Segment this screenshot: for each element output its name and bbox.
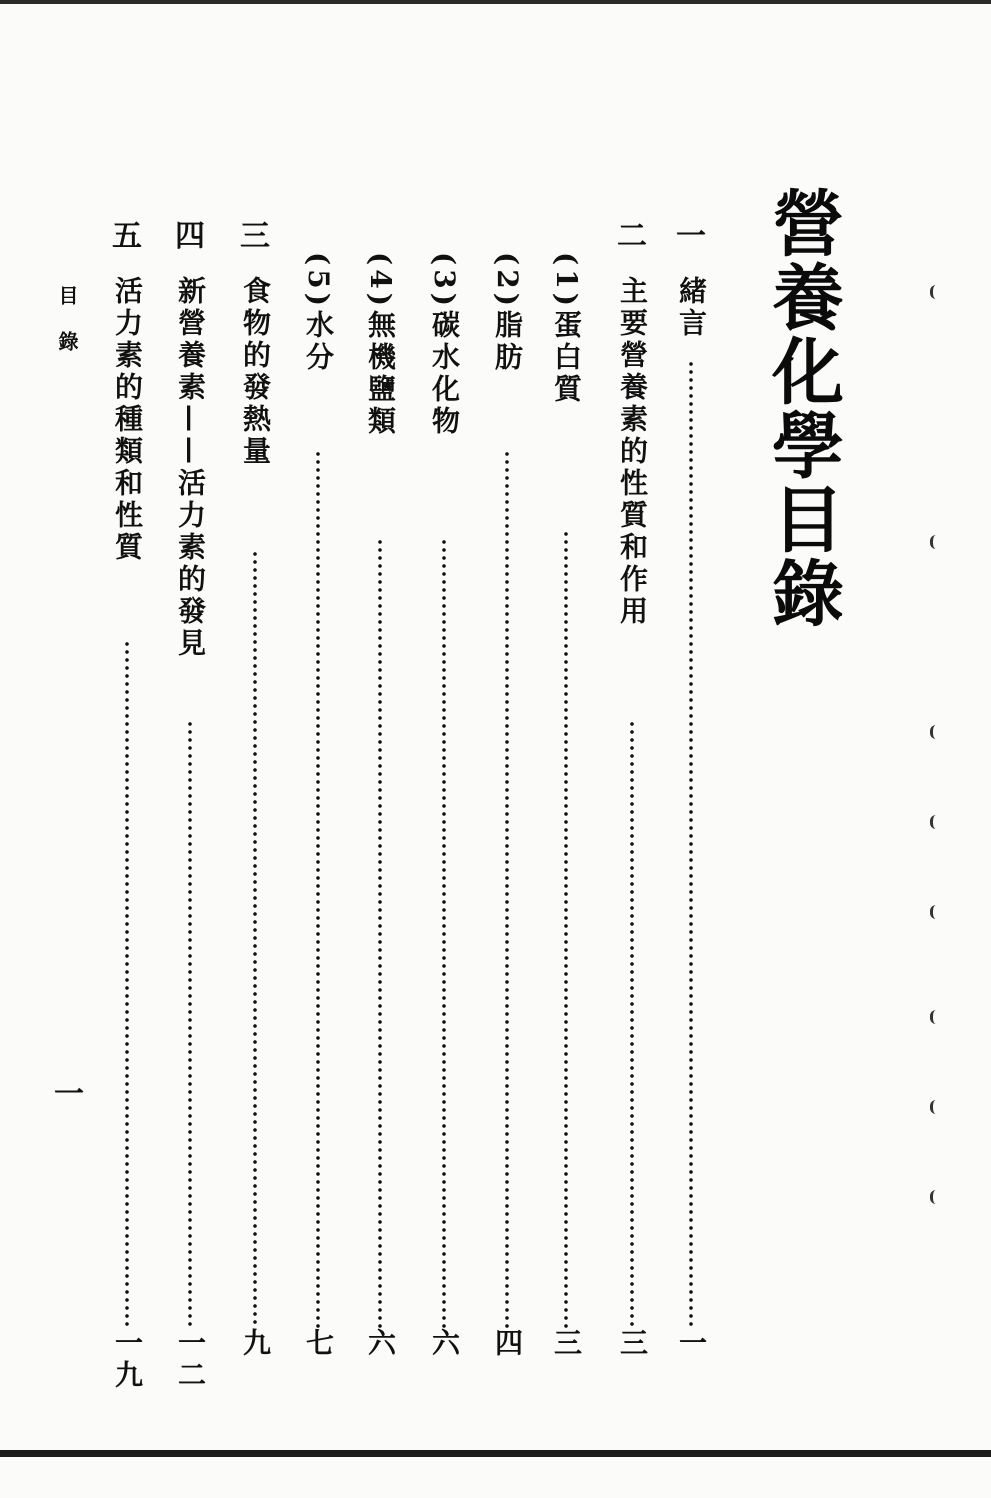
dot-leader <box>377 538 383 1328</box>
toc-entry[interactable] <box>612 220 652 1400</box>
toc-entry-label: (3)碳水化物 <box>428 252 461 438</box>
toc-entry-page: 一二 <box>174 1328 207 1392</box>
toc-entry-page: 七 <box>302 1328 335 1360</box>
toc-entry[interactable] <box>360 220 400 1400</box>
toc-entry[interactable] <box>424 220 464 1400</box>
toc-entry-label: 活力素的種類和性質 <box>111 276 144 564</box>
scan-artifact <box>930 905 941 919</box>
top-rule <box>0 0 991 4</box>
scan-artifact <box>930 535 941 549</box>
dot-leader <box>441 538 447 1328</box>
dot-leader <box>187 720 193 1328</box>
dot-leader <box>315 450 321 1328</box>
running-page-number: 一 <box>54 1077 84 1112</box>
toc-entry-number: 三 <box>240 219 270 254</box>
dot-leader <box>252 550 258 1328</box>
toc-entry-page: 九 <box>239 1328 272 1360</box>
toc-entry-page: 六 <box>428 1328 461 1360</box>
scan-artifact <box>930 815 941 829</box>
scan-artifact <box>930 1010 941 1024</box>
toc-entry-number: 四 <box>175 219 205 254</box>
toc-entry-page: 六 <box>364 1328 397 1360</box>
toc-entry-number: 二 <box>617 219 647 254</box>
toc-entry[interactable] <box>487 220 527 1400</box>
dot-leader <box>629 720 635 1328</box>
toc-entry-number: 五 <box>112 219 142 254</box>
scan-artifact <box>930 1190 941 1204</box>
toc-entry-label: (5)水分 <box>302 252 335 374</box>
page-title: 營養化學目錄 <box>760 186 844 630</box>
toc-entry-page: 四 <box>491 1328 524 1360</box>
dot-leader <box>124 640 130 1328</box>
toc-entry-label: 新營養素——活力素的發見 <box>174 276 207 660</box>
toc-entry-number: 一 <box>676 219 706 254</box>
toc-entry-label: (4)無機鹽類 <box>364 252 397 438</box>
toc-entry[interactable] <box>298 220 338 1400</box>
toc-entry-label: 主要營養素的性質和作用 <box>616 276 649 628</box>
scan-artifact <box>930 1100 941 1114</box>
toc-entry-label: 緒言 <box>675 276 708 340</box>
toc-entry[interactable] <box>671 220 711 1400</box>
running-footer-label: 目錄 <box>55 285 79 377</box>
dot-leader <box>504 450 510 1328</box>
toc-entry[interactable] <box>107 220 147 1400</box>
toc-entry-label: (2)脂肪 <box>491 252 524 374</box>
bottom-rule <box>0 1450 991 1457</box>
toc-entry[interactable] <box>235 220 275 1400</box>
scan-artifact <box>930 725 941 739</box>
toc-entry[interactable] <box>546 220 586 1400</box>
toc-entry-page: 三 <box>550 1328 583 1360</box>
toc-entry-label: 食物的發熱量 <box>239 276 272 468</box>
toc-entry-label: (1)蛋白質 <box>550 252 583 406</box>
toc-entry-page: 一九 <box>111 1328 144 1392</box>
dot-leader <box>563 530 569 1328</box>
toc-entry-page: 三 <box>616 1328 649 1360</box>
toc-entry-page: 一 <box>675 1328 708 1360</box>
dot-leader <box>688 360 694 1328</box>
scan-artifact <box>930 285 941 299</box>
toc-entry[interactable] <box>170 220 210 1400</box>
